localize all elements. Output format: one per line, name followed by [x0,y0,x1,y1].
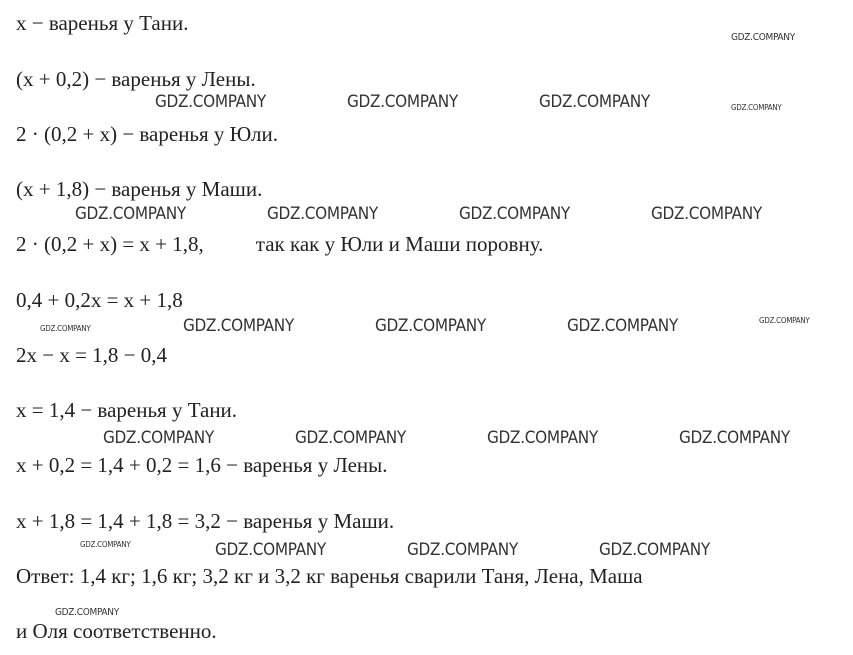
explanation-text: так как у Юли и Маши поровну. [255,232,544,256]
answer-line: Ответ: 1,4 кг; 1,6 кг; 3,2 кг и 3,2 кг варенья сварили Таня, Лена, Маша [16,564,643,588]
watermark: GDZ.COMPANY [679,428,790,448]
watermark: GDZ.COMPANY [347,92,458,112]
watermark: GDZ.COMPANY [459,204,570,224]
watermark: GDZ.COMPANY [55,607,119,618]
solution-line-5 [16,231,543,257]
watermark: GDZ.COMPANY [599,540,710,560]
watermark: GDZ.COMPANY [183,316,294,336]
solution-line-3: 2 · (0,2 + x) − варенья у Юли. [16,122,278,146]
watermark: GDZ.COMPANY [40,324,91,333]
watermark: GDZ.COMPANY [295,428,406,448]
answer-line-continued: и Оля соответственно. [16,619,217,643]
watermark: GDZ.COMPANY [80,540,131,549]
solution-line-2: (x + 0,2) − варенья у Лены. [16,67,256,91]
solution-line-6: 0,4 + 0,2x = x + 1,8 [16,288,183,312]
equation-text: 2 · (0,2 + x) = x + 1,8, [16,232,204,256]
solution-line-9: x + 0,2 = 1,4 + 0,2 = 1,6 − варенья у Лены. [16,453,388,477]
watermark: GDZ.COMPANY [731,103,782,112]
watermark: GDZ.COMPANY [731,32,795,43]
watermark: GDZ.COMPANY [375,316,486,336]
watermark: GDZ.COMPANY [75,204,186,224]
watermark: GDZ.COMPANY [103,428,214,448]
watermark: GDZ.COMPANY [155,92,266,112]
solution-line-8: x = 1,4 − варенья у Тани. [16,398,238,422]
watermark: GDZ.COMPANY [267,204,378,224]
watermark: GDZ.COMPANY [215,540,326,560]
watermark: GDZ.COMPANY [651,204,762,224]
watermark: GDZ.COMPANY [407,540,518,560]
watermark: GDZ.COMPANY [567,316,678,336]
solution-line-4: (x + 1,8) − варенья у Маши. [16,177,263,201]
watermark: GDZ.COMPANY [759,316,810,325]
watermark: GDZ.COMPANY [487,428,598,448]
solution-line-1: x − варенья у Тани. [16,11,189,35]
watermark: GDZ.COMPANY [539,92,650,112]
solution-line-7: 2x − x = 1,8 − 0,4 [16,343,168,367]
solution-line-10: x + 1,8 = 1,4 + 1,8 = 3,2 − варенья у Маши. [16,509,395,533]
